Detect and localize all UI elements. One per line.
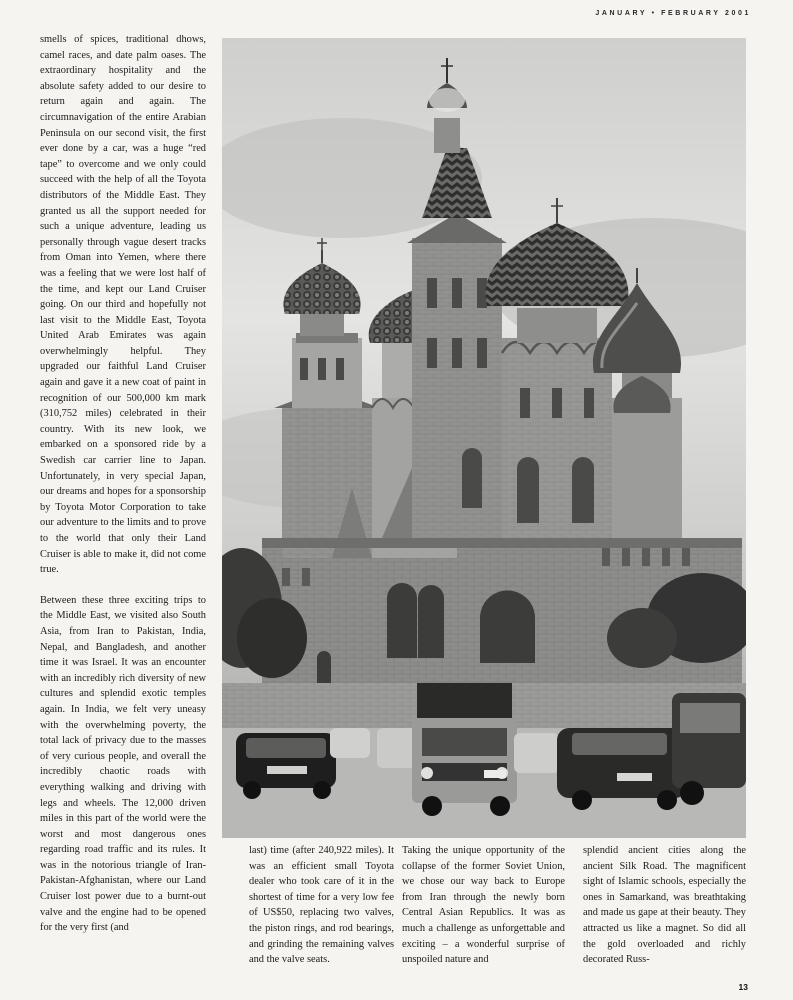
left-text-column [40,32,206,936]
article-paragraph: Between these three exciting trips to the Middle East, we visited also South Asia, from Iran to Pakistan, India, Nepal, and Bangladesh, and another time it was Israel. It was an encounter with an incredibly rich diversity of new cultures and splendid exotic temples again. In India, we felt very uneasy with the overwhelming poverty, the total lack of privacy due to the masses of very curious people, and overall the incredibly chaotic roads with everything walking and driving with legs and wheels. The 12,000 driven miles in this part of the world were the worst and most dangerous ones regarding road traffic and its rules. It was in the notorious triangle of Iran-Pakistan-Afghanistan, where our Land Cruiser lost power due to a burnt-out valve and the engine had to be opened for the very first (and [40,594,206,934]
column-d [583,843,746,968]
page-number: 13 [738,982,748,992]
article-paragraph: Taking the unique opportunity of the collapse of the former Soviet Union, we chose our way back to Europe from Iran through the newly born Central Asian Republics. It was as much a challenge as unforgettable and exciting – a wonderful surprise of unspoiled nature and [402,845,565,966]
article-paragraph: last) time (after 240,922 miles). It was an efficient small Toyota dealer who took care of it in the shortest of time for a very low fee of US$50, replacing two valves, the piston rings, and rod bearings, and grinding the remaining valves and the valve seats. [249,845,394,966]
column-b [249,843,394,968]
article-paragraph: smells of spices, traditional dhows, camel races, and date palm oases. The extraordinary hospitality and the absolute safety added to our desire to return again and again. The circumnavigation of the entire Arabian Peninsula on our second visit, the first ever done by a car, was a huge “red tape” to overcome and we only could succeed with the help of all the Toyota distributors of the Middle East. They granted us all the support needed for such a unique adventure, leading us personally through vague desert tracks from Oman into Yemen, where there was a feeling that we were lost half of the time, and kept our Land Cruiser going. On our third and hopefully not last visit to the Middle East, Toyota United Arab Emirates was again overwhelmingly helpful. They upgraded our faithful Land Cruiser again and gave it a new coat of paint in recognition of our 500,000 km mark (310,752 miles) celebrated in their country. With its new look, we embarked on a sponsored ride by a Swedish car carrier line to Japan. Unfortunately, in very special Japan, our dreams and hopes for a sponsorship by Toyota Motor Corporation to take our adventure to the limits and to prove to the world that only their Land Cruiser is able to make it, did not come true. [40,34,206,576]
column-c [402,843,565,968]
cathedral-photo [222,38,746,838]
running-head: JANUARY • FEBRUARY 2001 [595,10,751,17]
article-paragraph: splendid ancient cities along the ancient Silk Road. The magnificent sight of Islamic schools, especially the ones in Samarkand, was breathtaking and made us gape at their beauty. They attracted us like a magnet. So did all the gold overloaded and richly decorated Russ- [583,845,746,966]
st-basils-cathedral-photo [222,38,746,838]
